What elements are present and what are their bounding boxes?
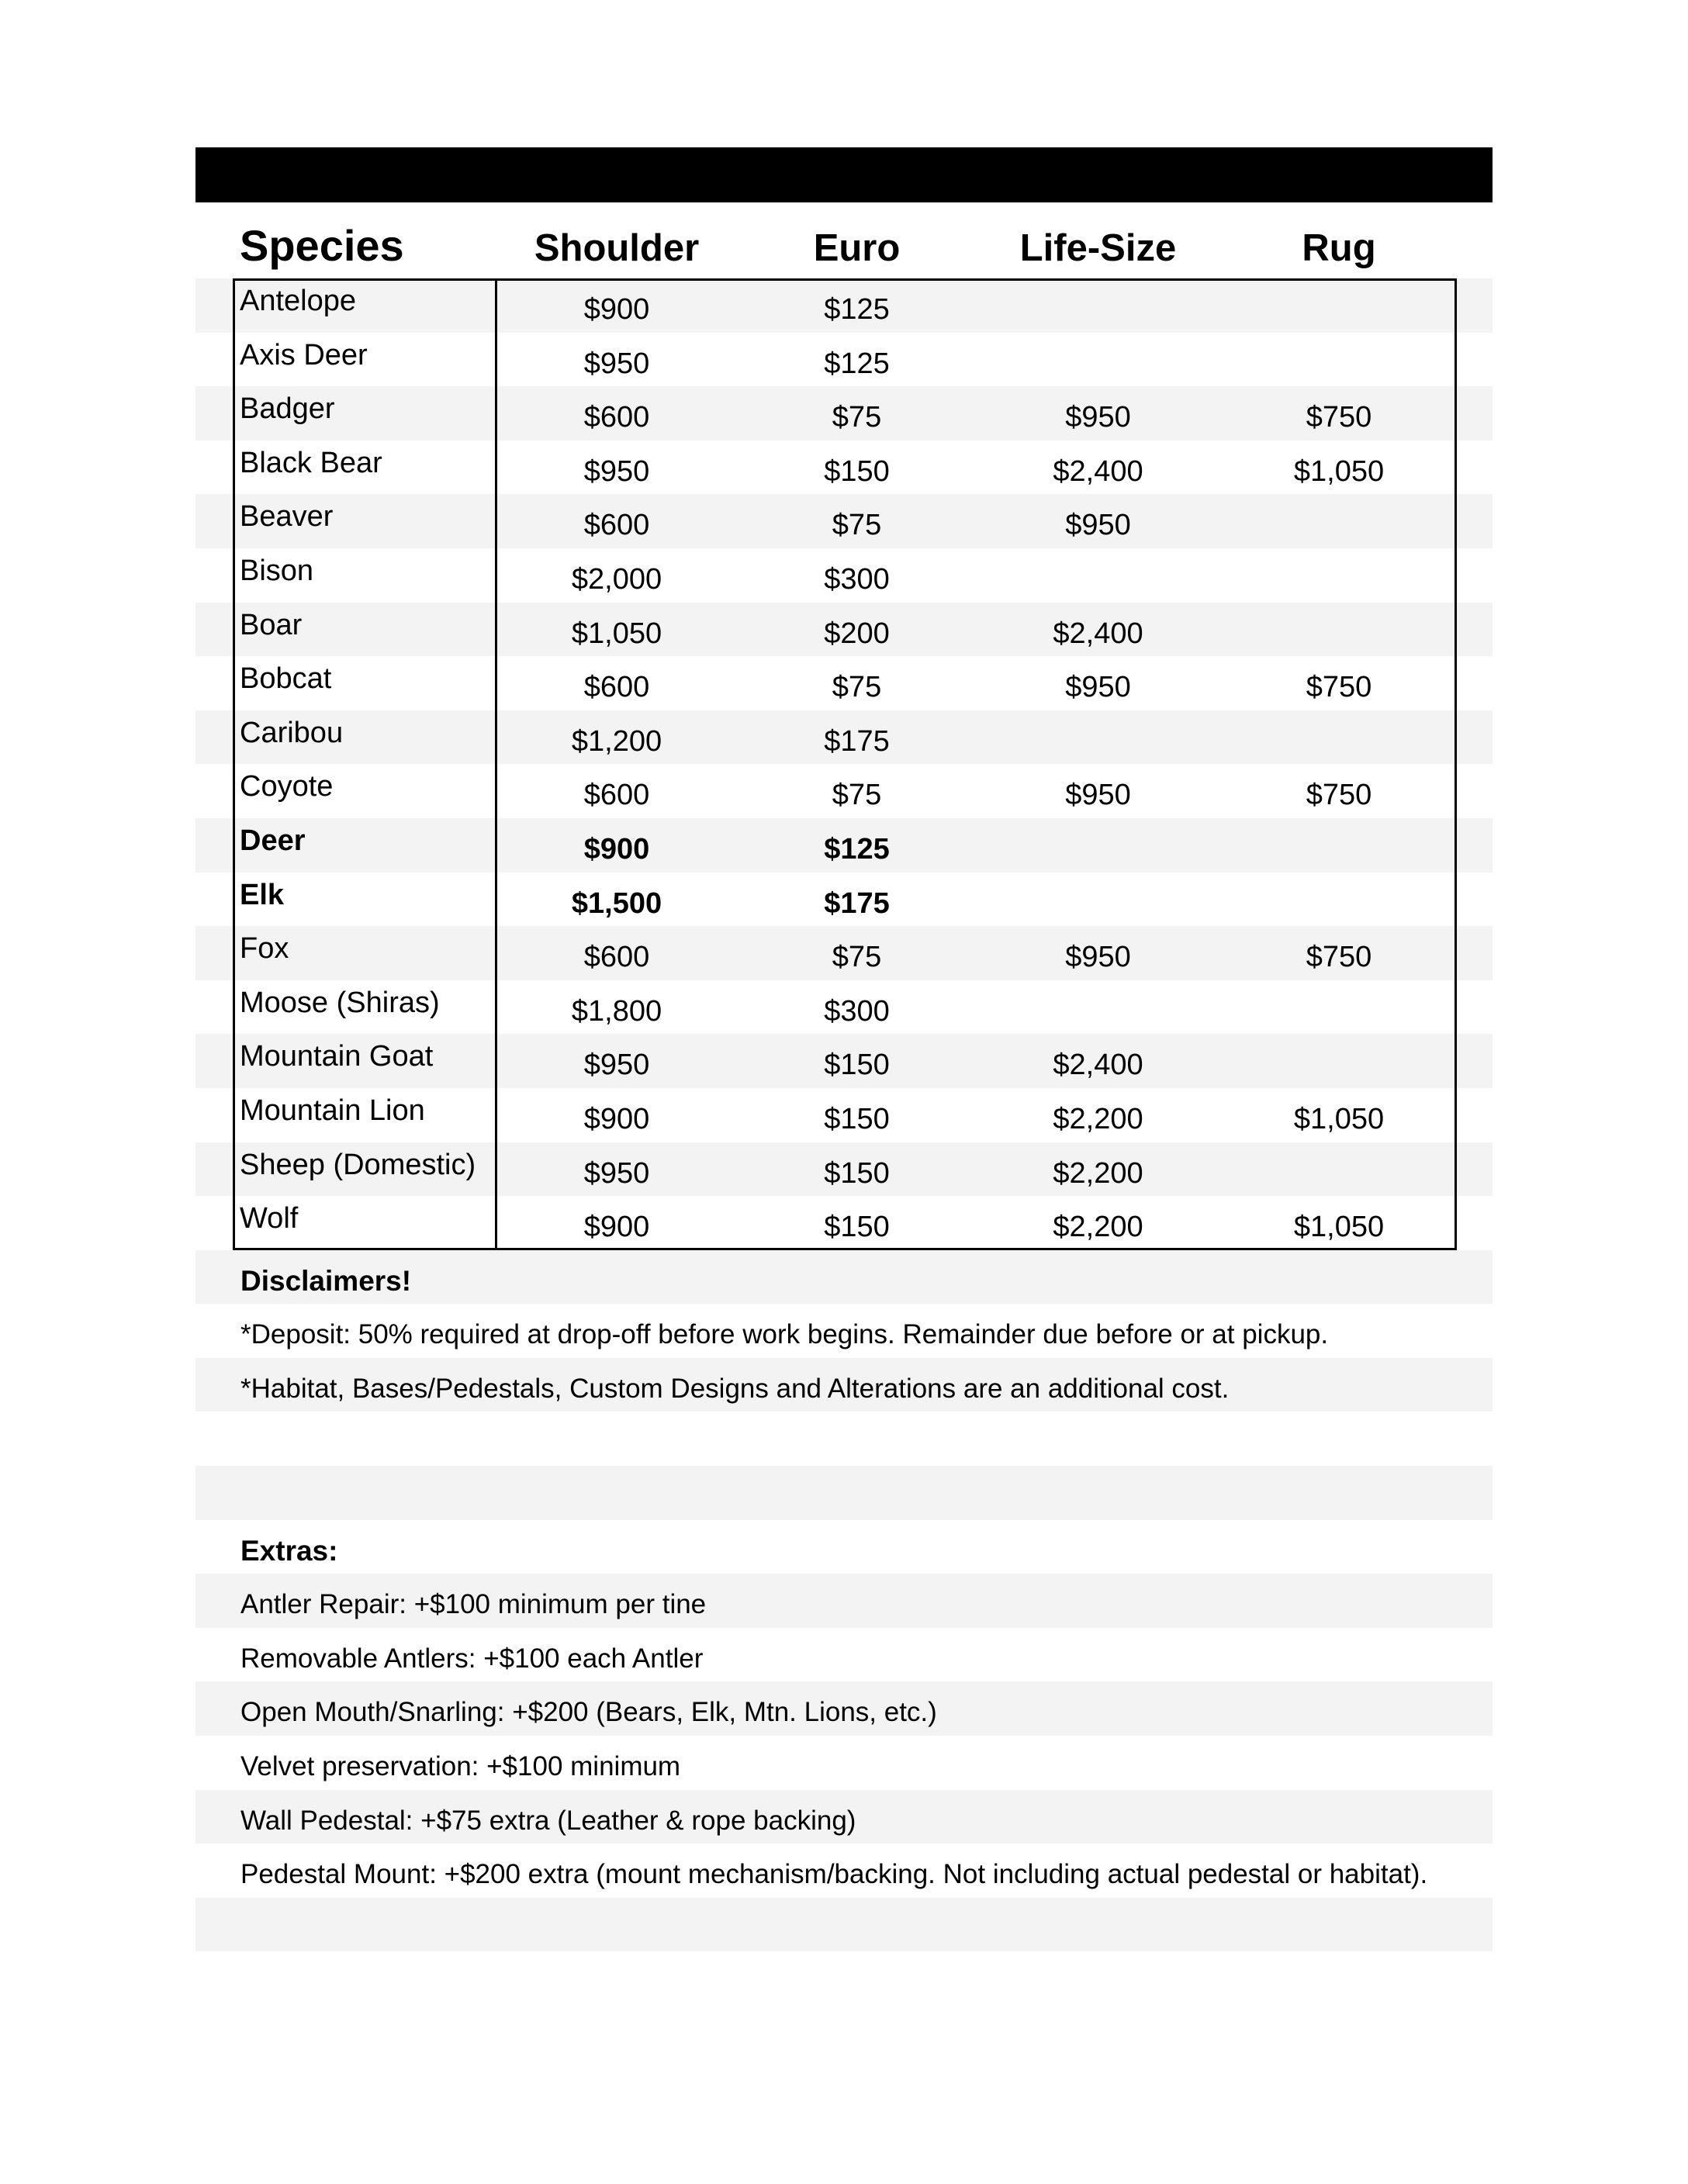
table-row <box>195 1034 1493 1088</box>
extra-removable-antlers: Removable Antlers: +$100 each Antler <box>240 1643 704 1674</box>
cell-life-size <box>977 980 1219 1035</box>
cell-life-size <box>977 333 1219 387</box>
cell-euro: $150 <box>824 454 890 488</box>
cell-species: Beaver <box>240 500 334 534</box>
cell-life-size: $950 <box>1065 509 1131 542</box>
cell-rug <box>1219 1034 1459 1088</box>
cell-euro: $175 <box>824 886 890 920</box>
table-row <box>195 873 1493 927</box>
cell-rug <box>1219 333 1459 387</box>
cell-rug <box>1219 873 1459 927</box>
cell-species: Fox <box>240 932 289 966</box>
extra-open-mouth: Open Mouth/Snarling: +$200 (Bears, Elk, Mtn. Lions, etc.) <box>240 1697 937 1728</box>
cell-life-size: $2,400 <box>1053 454 1143 488</box>
cell-euro: $125 <box>824 832 890 866</box>
cell-euro: $125 <box>824 347 890 380</box>
table-row <box>195 1196 1493 1250</box>
table-row <box>195 603 1493 657</box>
cell-species: Caribou <box>240 716 344 749</box>
notes-section <box>195 1250 1493 1952</box>
table-row <box>195 656 1493 710</box>
cell-species: Axis Deer <box>240 338 368 371</box>
cell-shoulder: $1,050 <box>571 617 662 650</box>
disclaimers-heading: Disclaimers! <box>240 1264 412 1297</box>
cell-species: Wolf <box>240 1202 299 1235</box>
cell-shoulder: $600 <box>583 941 650 974</box>
cell-species: Antelope <box>240 285 357 317</box>
cell-shoulder: $900 <box>583 293 650 326</box>
cell-euro: $300 <box>824 994 890 1028</box>
cell-shoulder: $950 <box>583 347 650 380</box>
cell-life-size <box>977 278 1219 333</box>
cell-life-size <box>977 548 1219 603</box>
spacer-row <box>195 1412 1493 1466</box>
cell-life-size: $2,400 <box>1053 1049 1143 1082</box>
cell-life-size: $2,400 <box>1053 617 1143 650</box>
spacer-row <box>195 1898 1493 1952</box>
table-row <box>195 710 1493 765</box>
extra-pedestal-mount: Pedestal Mount: +$200 extra (mount mechanism/backing. Not including actual pedestal or habitat). <box>240 1859 1428 1890</box>
cell-shoulder: $950 <box>583 1049 650 1082</box>
cell-shoulder: $1,200 <box>571 724 662 758</box>
cell-species: Black Bear <box>240 446 382 479</box>
cell-species: Elk <box>240 878 285 911</box>
header-euro: Euro <box>813 227 901 269</box>
cell-life-size <box>977 710 1219 765</box>
disclaimer-line <box>195 1304 1493 1358</box>
cell-shoulder: $600 <box>583 779 650 812</box>
cell-euro: $75 <box>832 671 882 704</box>
cell-shoulder: $1,800 <box>571 994 662 1028</box>
cell-rug: $750 <box>1306 941 1372 974</box>
extras-line <box>195 1628 1493 1682</box>
table-row <box>195 1142 1493 1197</box>
cell-species: Moose (Shiras) <box>240 986 440 1019</box>
cell-species: Deer <box>240 824 306 857</box>
cell-shoulder: $900 <box>583 1102 650 1135</box>
cell-euro: $75 <box>832 401 882 434</box>
table-body <box>195 278 1493 1250</box>
cell-euro: $125 <box>824 293 890 326</box>
cell-species: Mountain Goat <box>240 1040 434 1073</box>
cell-euro: $150 <box>824 1049 890 1082</box>
cell-species: Boar <box>240 608 303 641</box>
cell-life-size <box>977 873 1219 927</box>
cell-rug <box>1219 980 1459 1035</box>
disclaimers-heading-row <box>195 1250 1493 1305</box>
cell-shoulder: $950 <box>583 1156 650 1190</box>
cell-life-size <box>977 818 1219 873</box>
disclaimer-additional-cost: *Habitat, Bases/Pedestals, Custom Designs and Alterations are an additional cost. <box>240 1373 1230 1404</box>
cell-shoulder: $1,500 <box>571 886 662 920</box>
cell-euro: $300 <box>824 562 890 596</box>
cell-euro: $150 <box>824 1156 890 1190</box>
table-row <box>195 926 1493 980</box>
table-header-row <box>195 202 1493 278</box>
extras-line <box>195 1844 1493 1898</box>
header-species: Species <box>240 221 404 270</box>
cell-life-size: $950 <box>1065 671 1131 704</box>
table-row <box>195 764 1493 818</box>
cell-species: Badger <box>240 392 335 426</box>
cell-rug <box>1219 278 1459 333</box>
cell-rug <box>1219 548 1459 603</box>
cell-shoulder: $600 <box>583 401 650 434</box>
cell-euro: $150 <box>824 1102 890 1135</box>
cell-species: Bison <box>240 554 314 587</box>
disclaimer-line <box>195 1358 1493 1412</box>
table-row <box>195 494 1493 548</box>
table-row <box>195 818 1493 873</box>
table-row <box>195 1088 1493 1142</box>
header-bar <box>195 147 1493 202</box>
cell-rug <box>1219 818 1459 873</box>
header-shoulder: Shoulder <box>534 227 700 269</box>
cell-shoulder: $900 <box>583 1211 650 1244</box>
cell-life-size: $2,200 <box>1053 1102 1143 1135</box>
cell-rug <box>1219 494 1459 548</box>
cell-euro: $200 <box>824 617 890 650</box>
cell-euro: $75 <box>832 941 882 974</box>
cell-shoulder: $2,000 <box>571 562 662 596</box>
extra-velvet-preservation: Velvet preservation: +$100 minimum <box>240 1751 681 1782</box>
table-row <box>195 386 1493 441</box>
extra-antler-repair: Antler Repair: +$100 minimum per tine <box>240 1589 707 1620</box>
cell-rug <box>1219 603 1459 657</box>
price-sheet <box>195 147 1493 1951</box>
cell-rug: $750 <box>1306 401 1372 434</box>
cell-species: Bobcat <box>240 662 332 696</box>
cell-shoulder: $950 <box>583 454 650 488</box>
extras-heading-row <box>195 1520 1493 1574</box>
extras-heading: Extras: <box>240 1534 338 1567</box>
price-table <box>195 278 1493 1250</box>
cell-species: Mountain Lion <box>240 1094 425 1127</box>
header-life-size: Life-Size <box>1019 227 1177 269</box>
table-row <box>195 441 1493 495</box>
cell-rug <box>1219 1142 1459 1197</box>
cell-rug: $1,050 <box>1293 454 1385 488</box>
table-row <box>195 980 1493 1035</box>
table-row <box>195 333 1493 387</box>
extras-line <box>195 1790 1493 1844</box>
cell-life-size: $950 <box>1065 941 1131 974</box>
cell-life-size: $950 <box>1065 779 1131 812</box>
extras-line <box>195 1736 1493 1790</box>
cell-rug: $750 <box>1306 779 1372 812</box>
cell-life-size: $2,200 <box>1053 1211 1143 1244</box>
cell-species: Sheep (Domestic) <box>240 1148 476 1181</box>
cell-rug: $1,050 <box>1293 1102 1385 1135</box>
cell-euro: $75 <box>832 509 882 542</box>
cell-rug <box>1219 710 1459 765</box>
cell-euro: $75 <box>832 779 882 812</box>
table-row <box>195 278 1493 333</box>
cell-shoulder: $600 <box>583 671 650 704</box>
cell-euro: $175 <box>824 724 890 758</box>
header-rug: Rug <box>1302 227 1376 269</box>
cell-species: Coyote <box>240 770 334 803</box>
table-row <box>195 548 1493 603</box>
extras-line <box>195 1574 1493 1628</box>
cell-shoulder: $900 <box>583 832 650 866</box>
cell-euro: $150 <box>824 1211 890 1244</box>
disclaimer-deposit: *Deposit: 50% required at drop-off before work begins. Remainder due before or at pickup. <box>240 1319 1329 1350</box>
spacer-row <box>195 1466 1493 1520</box>
extra-wall-pedestal: Wall Pedestal: +$75 extra (Leather & rope backing) <box>240 1805 856 1836</box>
cell-life-size: $2,200 <box>1053 1156 1143 1190</box>
cell-shoulder: $600 <box>583 509 650 542</box>
extras-line <box>195 1681 1493 1736</box>
cell-rug: $1,050 <box>1293 1211 1385 1244</box>
cell-rug: $750 <box>1306 671 1372 704</box>
cell-life-size: $950 <box>1065 401 1131 434</box>
